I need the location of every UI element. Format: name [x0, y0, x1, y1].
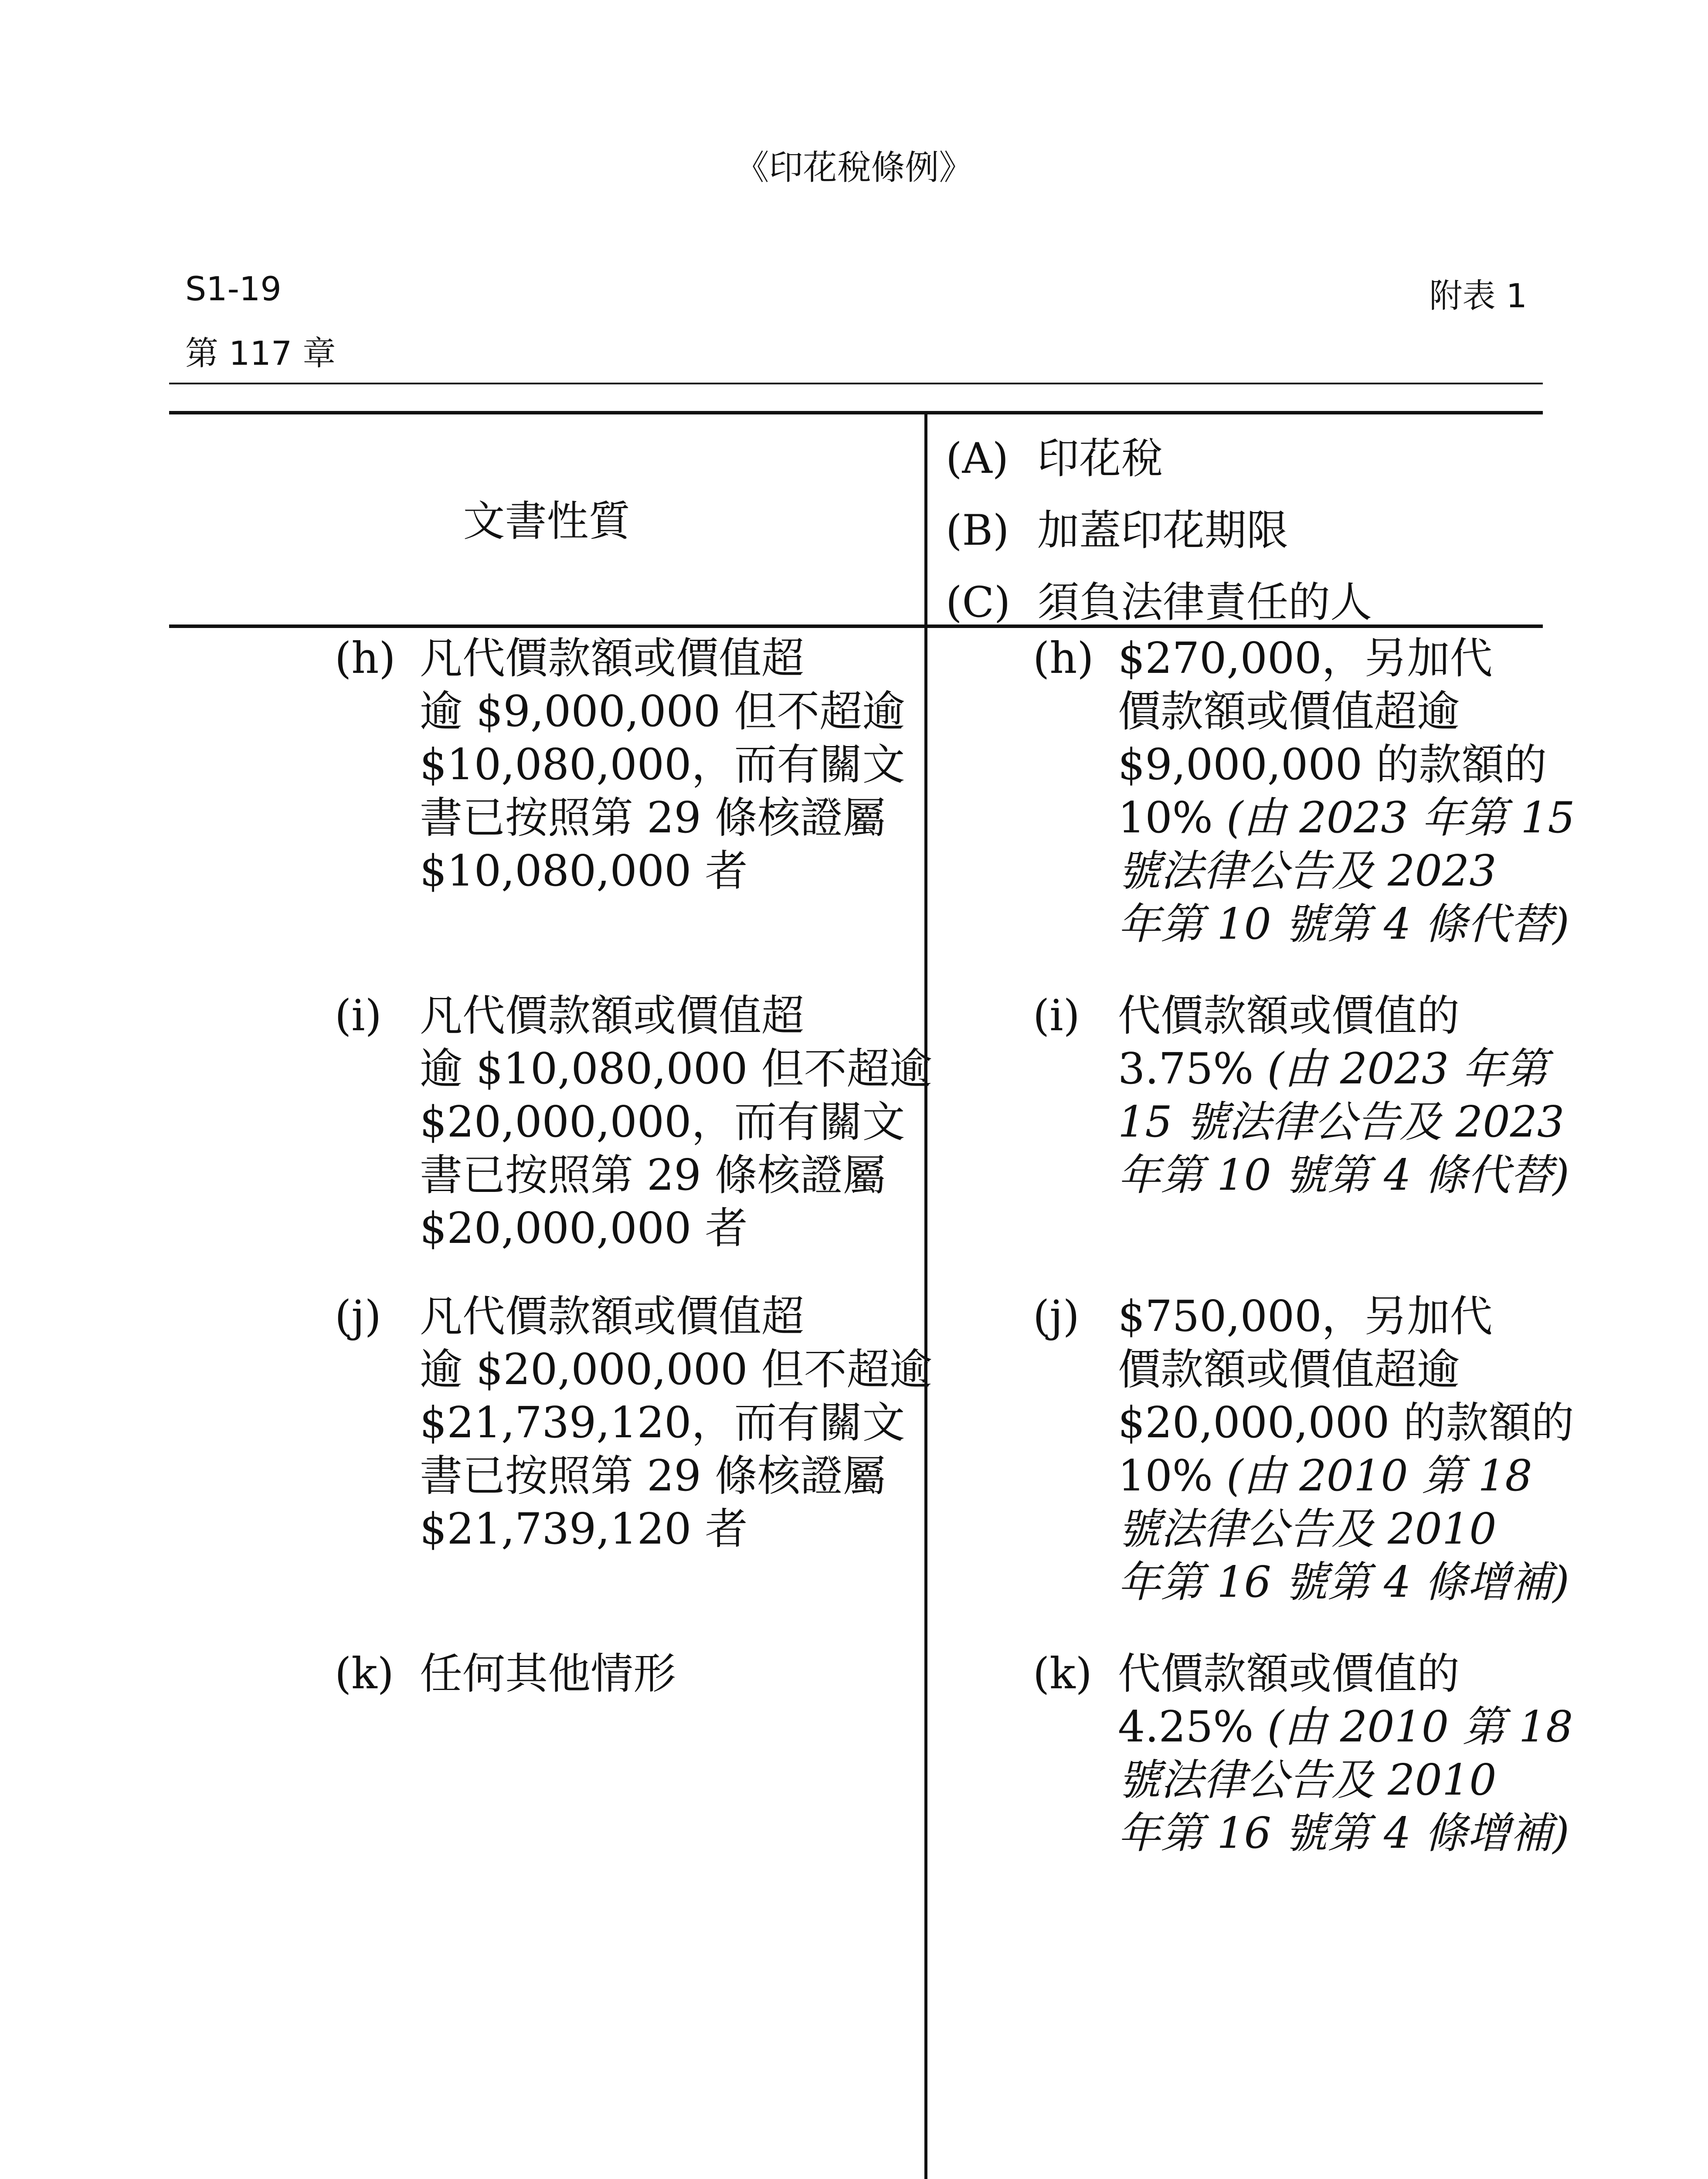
chapter-number: 第 117 章 [185, 334, 336, 373]
table-top-rule [169, 411, 1543, 414]
header-divider [169, 383, 1543, 384]
header-item-b: (B) 加蓋印花期限 [946, 506, 1288, 555]
header-item-c: (C) 須負法律責任的人 [946, 578, 1372, 627]
header-item-a: (A) 印花稅 [946, 434, 1163, 483]
schedule-label: 附表 1 [1429, 276, 1527, 315]
page-title: 《印花稅條例》 [735, 148, 973, 187]
section-number: S1-19 [185, 269, 282, 308]
column-header-duty [946, 423, 1372, 638]
column-header-nature: 文書性質 [463, 497, 631, 546]
